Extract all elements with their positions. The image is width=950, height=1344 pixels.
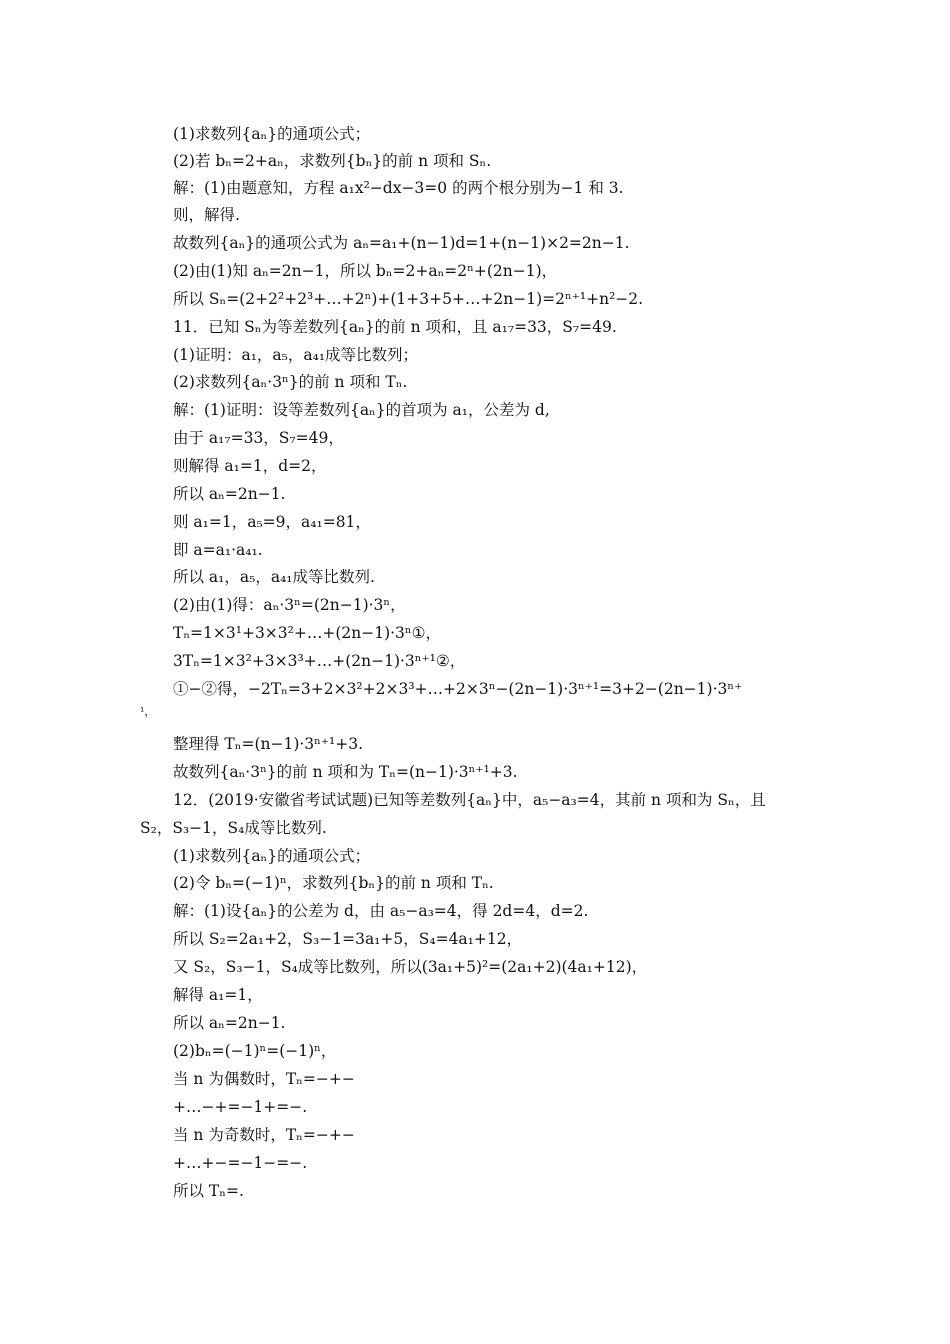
text-line: 所以 aₙ=2n−1.: [173, 485, 286, 503]
text-line: 整理得 Tₙ=(n−1)·3ⁿ⁺¹+3.: [173, 735, 364, 753]
text-line: 故数列{aₙ·3ⁿ}的前 n 项和为 Tₙ=(n−1)·3ⁿ⁺¹+3.: [173, 763, 518, 781]
text-line: 则 a₁=1，a₅=9，a₄₁=81，: [173, 513, 371, 531]
text-line: 解：(1)设{aₙ}的公差为 d，由 a₅−a₃=4，得 2d=4，d=2.: [173, 902, 589, 920]
text-line: 当 n 为奇数时，Tₙ=−+−: [173, 1126, 355, 1144]
text-line: 即 a=a₁·a₄₁.: [173, 541, 263, 559]
text-line: 3Tₙ=1×3²+3×3³+…+(2n−1)·3ⁿ⁺¹②，: [173, 652, 466, 670]
text-line: ①−②得，−2Tₙ=3+2×3²+2×3³+…+2×3ⁿ−(2n−1)·3ⁿ⁺¹=3+2−(2n−1)·3ⁿ⁺: [173, 680, 743, 698]
text-line: +…+−=−1−=−.: [173, 1154, 308, 1172]
text-line: 解：(1)由题意知，方程 a₁x²−dx−3=0 的两个根分别为−1 和 3.: [173, 179, 624, 197]
text-line: 解得 a₁=1，: [173, 986, 263, 1004]
text-line: 12．(2019·安徽省考试试题)已知等差数列{aₙ}中，a₅−a₃=4，其前 n 项和为 Sₙ，且: [173, 791, 766, 809]
text-line: S₂，S₃−1，S₄成等比数列.: [140, 819, 327, 837]
text-line: 当 n 为偶数时，Tₙ=−+−: [173, 1070, 355, 1088]
text-line: (2)若 bₙ=2+aₙ，求数列{bₙ}的前 n 项和 Sₙ.: [173, 152, 492, 170]
text-line: 又 S₂，S₃−1，S₄成等比数列，所以(3a₁+5)²=(2a₁+2)(4a₁+12)，: [173, 958, 648, 976]
text-line: 所以 S₂=2a₁+2，S₃−1=3a₁+5，S₄=4a₁+12，: [173, 930, 523, 948]
text-line: (2)由(1)得：aₙ·3ⁿ=(2n−1)·3ⁿ，: [173, 596, 406, 614]
text-line: Tₙ=1×3¹+3×3²+…+(2n−1)·3ⁿ①，: [173, 624, 442, 642]
text-line: 11．已知 Sₙ为等差数列{aₙ}的前 n 项和，且 a₁₇=33，S₇=49.: [173, 318, 617, 336]
text-line: 则，解得.: [173, 206, 240, 224]
text-line: +…−+=−1+=−.: [173, 1098, 308, 1116]
text-line: (2)令 bₙ=(−1)ⁿ，求数列{bₙ}的前 n 项和 Tₙ.: [173, 874, 494, 892]
text-line: (2)bₙ=(−1)ⁿ=(−1)ⁿ，: [173, 1042, 337, 1060]
text-line: 所以 a₁，a₅，a₄₁成等比数列.: [173, 568, 375, 586]
text-line: (2)求数列{aₙ·3ⁿ}的前 n 项和 Tₙ.: [173, 373, 408, 391]
text-line: 所以 Tₙ=.: [173, 1182, 244, 1200]
text-line-wrap: ¹，: [140, 705, 156, 718]
text-line: (1)证明：a₁，a₅，a₄₁成等比数列；: [173, 346, 419, 364]
text-line: 则解得 a₁=1，d=2，: [173, 457, 327, 475]
text-line: 所以 aₙ=2n−1.: [173, 1014, 286, 1032]
text-line: 由于 a₁₇=33，S₇=49，: [173, 429, 344, 447]
text-line: 所以 Sₙ=(2+2²+2³+…+2ⁿ)+(1+3+5+…+2n−1)=2ⁿ⁺¹+n²−2.: [173, 290, 644, 308]
text-line: 故数列{aₙ}的通项公式为 aₙ=a₁+(n−1)d=1+(n−1)×2=2n−1.: [173, 234, 630, 252]
text-line: 解：(1)证明：设等差数列{aₙ}的首项为 a₁，公差为 d,: [173, 401, 550, 419]
text-line: (1)求数列{aₙ}的通项公式；: [173, 847, 371, 865]
text-line: (2)由(1)知 aₙ=2n−1，所以 bₙ=2+aₙ=2ⁿ+(2n−1)，: [173, 262, 558, 280]
text-line: (1)求数列{aₙ}的通项公式；: [173, 125, 371, 143]
